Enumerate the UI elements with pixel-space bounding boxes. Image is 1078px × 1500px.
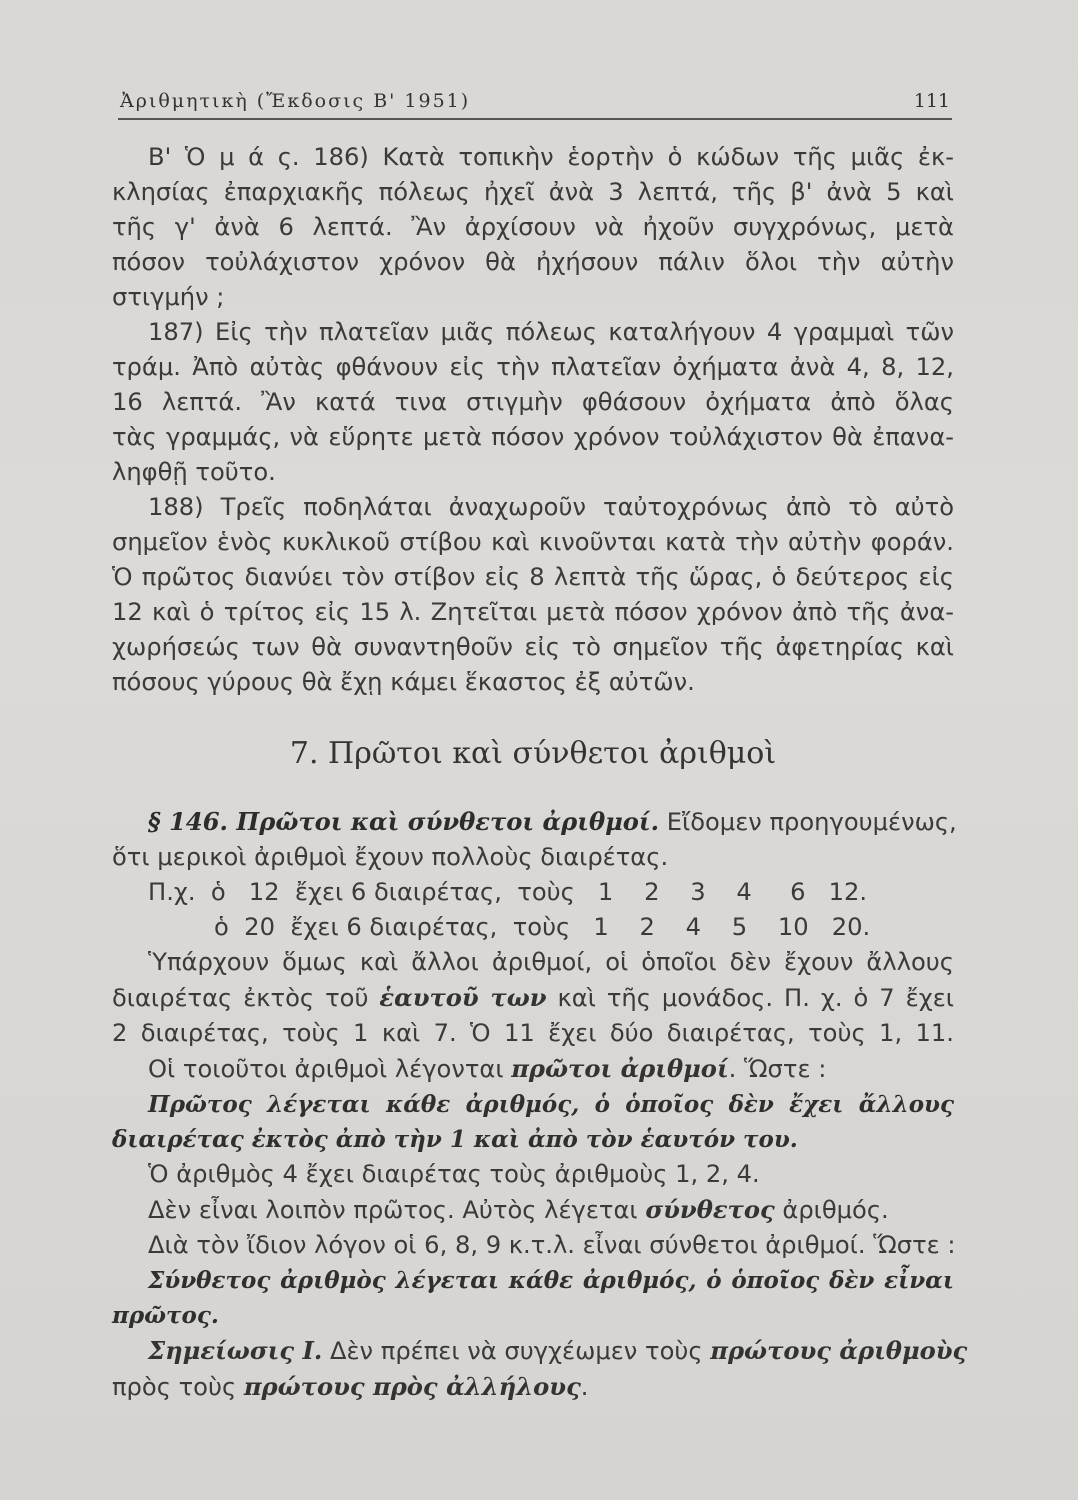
text-line <box>112 1192 954 1228</box>
text-line <box>112 1333 968 1369</box>
text-line: Ὁ ἀριθμὸς 4 ἔχει διαιρέτας τοὺς ἀριθμοὺς 1, 2, 4. <box>148 1160 760 1188</box>
text-run: . <box>580 1373 589 1401</box>
text-run: πρὸς τοὺς <box>112 1373 244 1401</box>
text-line: πόσον τοὐλάχιστον χρόνον θὰ ἠχήσουν πάλιν ὅλοι τὴν αὐτὴν <box>112 248 954 276</box>
text-line: χωρήσεώς των θὰ συναντηθοῦν εἰς τὸ σημεῖον τῆς ἀφετηρίας καὶ <box>112 633 954 661</box>
text-line: 16 λεπτά. Ἂν κατά τινα στιγμὴν φθάσουν ὀχήματα ἀπὸ ὅλας <box>112 388 954 416</box>
text-line: τράμ. Ἀπὸ αὐτὰς φθάνουν εἰς τὴν πλατεῖαν ὀχήματα ἀνὰ 4, 8, 12, <box>112 353 954 381</box>
text-line: Ὑπάρχουν ὅμως καὶ ἄλλοι ἀριθμοί, οἱ ὁποῖοι δὲν ἔχουν ἄλλους <box>148 948 954 976</box>
definition-prime: διαιρέτας ἐκτὸς ἀπὸ τὴν 1 καὶ ἀπὸ τὸν ἑαυτόν του. <box>112 1126 798 1153</box>
text-run: Εἴδομεν προηγουμένως, <box>659 808 957 836</box>
book-title: Ἀριθμητικὴ (Ἔκδοσις Β' 1951) <box>120 90 471 112</box>
page-body <box>112 140 968 1405</box>
text-line <box>112 804 957 840</box>
example-line: Π.χ. ὁ 12 ἔχει 6 διαιρέτας, τοὺς 1 2 3 4 6 12. <box>148 878 868 906</box>
text-line: Διὰ τὸν ἴδιον λόγον οἱ 6, 8, 9 κ.τ.λ. εἶναι σύνθετοι ἀριθμοί. Ὥστε : <box>148 1231 956 1259</box>
example-line: ὁ 20 ἔχει 6 διαιρέτας, τοὺς 1 2 4 5 10 20. <box>214 913 871 941</box>
exercise-187 <box>112 315 954 490</box>
text-run: . Ὥστε : <box>728 1055 827 1083</box>
definition-composite: πρῶτος. <box>112 1302 219 1329</box>
text-run: διαιρέτας ἐκτὸς τοῦ <box>112 984 380 1012</box>
text-line <box>112 980 954 1016</box>
text-run: Δὲν πρέπει νὰ συγχέωμεν τοὺς <box>322 1337 711 1365</box>
paragraph-146 <box>112 804 968 1405</box>
text-run: Οἱ τοιοῦτοι ἀριθμοὶ λέγονται <box>148 1055 512 1083</box>
text-run: Δὲν εἶναι λοιπὸν πρῶτος. Αὐτὸς λέγεται <box>148 1196 646 1224</box>
emphasis: πρώτους ἀριθμοὺς <box>710 1336 968 1365</box>
header-rule <box>118 118 952 120</box>
running-header <box>120 90 950 112</box>
text-line <box>112 1051 954 1087</box>
text-line: Ὁ πρῶτος διανύει τὸν στίβον εἰς 8 λεπτὰ τῆς ὥρας, ὁ δεύτερος εἰς <box>112 563 954 591</box>
emphasis: πρῶτοι ἀριθμοί <box>511 1054 729 1083</box>
text-line: στιγμήν ; <box>112 283 225 311</box>
text-line: τὰς γραμμάς, νὰ εὕρητε μετὰ πόσον χρόνον τοὐλάχιστον θὰ ἐπανα- <box>112 423 954 451</box>
note-label: Σημείωσις Ι. <box>148 1336 323 1365</box>
text-line: ληφθῇ τοῦτο. <box>112 458 276 486</box>
text-line: 187) Εἰς τὴν πλατεῖαν μιᾶς πόλεως καταλήγουν 4 γραμμαὶ τῶν <box>148 318 954 346</box>
exercise-group-b <box>112 140 954 315</box>
text-line: πόσους γύρους θὰ ἔχῃ κάμει ἕκαστος ἐξ αὐτῶν. <box>112 668 695 696</box>
text-run: ἀριθμός. <box>774 1196 889 1224</box>
text-line: 188) Τρεῖς ποδηλάται ἀναχωροῦν ταὐτοχρόνως ἀπὸ τὸ αὐτὸ <box>148 493 954 521</box>
definition-prime: Πρῶτος λέγεται κάθε ἀριθμός, ὁ ὁποῖος δὲν ἔχει ἄλλους <box>148 1091 954 1118</box>
text-line: ὅτι μερικοὶ ἀριθμοὶ ἔχουν πολλοὺς διαιρέτας. <box>112 843 669 871</box>
emphasis: πρώτους πρὸς ἀλλήλους <box>243 1372 581 1401</box>
text-line: κλησίας ἐπαρχιακῆς πόλεως ἠχεῖ ἀνὰ 3 λεπτά, τῆς β' ἀνὰ 5 καὶ <box>112 178 954 206</box>
page-number: 111 <box>913 90 950 112</box>
text-line: 12 καὶ ὁ τρίτος εἰς 15 λ. Ζητεῖται μετὰ πόσον χρόνον ἀπὸ τῆς ἀνα- <box>112 598 954 626</box>
text-line: σημεῖον ἑνὸς κυκλικοῦ στίβου καὶ κινοῦνται κατὰ τὴν αὐτὴν φοράν. <box>112 528 954 556</box>
text-line: τῆς γ' ἀνὰ 6 λεπτά. Ἂν ἀρχίσουν νὰ ἠχοῦν συγχρόνως, μετὰ <box>112 213 954 241</box>
emphasis: σύνθετος <box>645 1195 775 1224</box>
emphasis: ἑαυτοῦ των <box>379 983 547 1012</box>
text-line: 2 διαιρέτας, τοὺς 1 καὶ 7. Ὁ 11 ἔχει δύο διαιρέτας, τοὺς 1, 11. <box>112 1019 954 1047</box>
section-label: § 146. Πρῶτοι καὶ σύνθετοι ἀριθμοί. <box>148 807 660 836</box>
section-heading: 7. Πρῶτοι καὶ σύνθετοι ἀριθμοὶ <box>289 736 777 771</box>
text-line <box>112 1369 954 1405</box>
definition-composite: Σύνθετος ἀριθμὸς λέγεται κάθε ἀριθμός, ὁ ὁποῖος δὲν εἶναι <box>148 1267 954 1294</box>
exercise-188 <box>112 490 954 700</box>
text-line: Β' Ὁ μ ά ς. 186) Κατὰ τοπικὴν ἑορτὴν ὁ κώδων τῆς μιᾶς ἐκ- <box>148 143 954 171</box>
text-run: καὶ τῆς μονάδος. Π. χ. ὁ 7 ἔχει <box>546 984 954 1012</box>
